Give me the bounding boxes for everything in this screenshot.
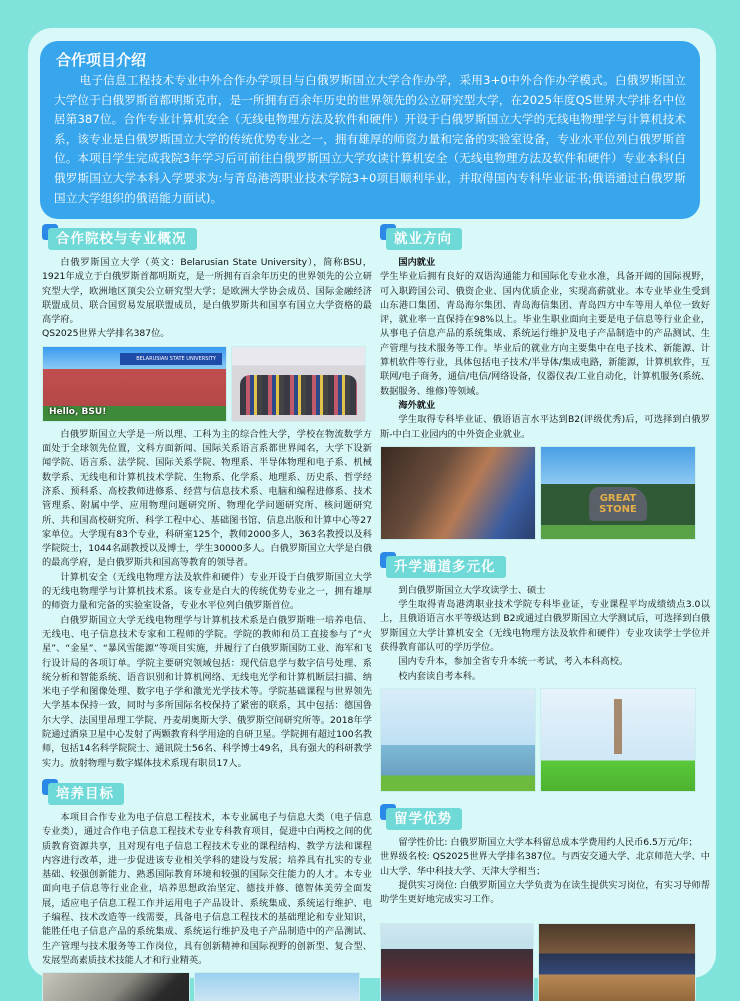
partner-text-2 xyxy=(42,428,372,771)
section-title-partner: 合作院校与专业概况 xyxy=(48,228,197,250)
partner-text xyxy=(42,256,372,342)
partner-paragraph-2: 白俄罗斯国立大学是一所以理、工科为主的综合性大学，学校在物流数学方面处于全球领先位置，文科方面新闻、国际关系语言系都世界闻名，大学下设新闻学院、语言系、法学院、国际关系学院、物理系、半导体物理和电子系、机械数学系、无线电和计算机技术学院、生物系、化学系、地理系、历史系、哲学经济系、预科系、高校教师进修系、经营与信息技术系、电脑和编程进修系、技术管理系、附属中学、应用物理问题研究所、物理化学问题研究所、核问题研究所、共和国高校研究所、科学工程中心、基础图书馆、信息出版和计算中心等27家单位。大学现有83个专业，科研室125个，教师2000多人，363名教授以及科学院院士，1044名副教授以及博士，学生30000多人。白俄罗斯国立大学是白俄的最高学府，是白俄罗斯共和国高等教育的领导者。 xyxy=(42,428,372,569)
goals-paragraph: 本项目合作专业为电子信息工程技术，本专业属电子与信息大类（电子信息专业类），通过合作电子信息工程技术专业专科教育项目，促进中白两校之间的优质教育资源共享，且对现有电子信息工程技术专业的课程结构、教学方法和课程内容进行改革，进一步促进该专业相关学科的建设与发展；培养具有扎实的专业基础、较强创新能力、熟悉国际教育环境和较强的国际交往能力的人才。本专业面向电子信息等行业企业，培养思想政治坚定、德技并修、德智体美劳全面发展，适应电子信息工程工作并运用电子产品设计、系统集成、系统运行维护、电子编程、技术改造等一线需要，具备电子信息工程技术的基础理论和专业知识，能胜任电子信息产品的系统集成、系统运行维护及电子产品制造中的产品测试、生产管理与技术服务等工作岗位，具有创新精神和国际视野的创新型、复合型、发展型高素质技术技能人才和行业精英。 xyxy=(42,811,372,966)
victory-monument-photo xyxy=(540,688,696,792)
students-visit-photo xyxy=(380,446,536,540)
computer-lab-photo xyxy=(42,972,190,1001)
advantages-line-1: 留学性价比: 白俄罗斯国立大学本科留总成本学费用约人民币6.5万元/年； xyxy=(398,836,698,848)
advantages-text xyxy=(380,836,710,907)
intro-body: 电子信息工程技术专业中外合作办学项目与白俄罗斯国立大学合作办学，采用3+0中外合作办学模式。白俄罗斯国立大学位于白俄罗斯首都明斯克市，是一所拥有百余年历史的世界领先的公立研究型大学，在2025年度QS世界大学排名中位居第387位。合作专业计算机安全（无线电物理方法及软件和硬件）开设于白俄罗斯国立大学的无线电物理学与计算机技术系，该专业是白俄罗斯国立大学的传统优势专业之一，拥有雄厚的师资力量和完备的实验室设备，专业水平位列白俄罗斯首位。本项目学生完成我院3年学习后可前往白俄罗斯国立大学攻读计算机安全（无线电物理方法及软件和硬件）专业本科(白俄罗斯国立大学本科入学要求为:与青岛港湾职业技术学院3+0项目顺利毕业，并取得国内专科毕业证书;俄语通过白俄罗斯国立大学组织的俄语能力面试)。 xyxy=(54,73,686,205)
graduates-group-photo xyxy=(231,346,366,422)
section-title-employment: 就业方向 xyxy=(386,228,462,250)
arena-building-photo xyxy=(194,972,360,1001)
section-title-goals: 培养目标 xyxy=(48,783,124,805)
employment-photos xyxy=(380,446,710,540)
advantages-line-2: 世界级名校: QS2025世界大学排名387位。与西安交通大学、北京师范大学、中山大学、华中科技大学、天津大学相当； xyxy=(380,851,710,877)
domestic-heading: 国内就业 xyxy=(398,257,436,268)
section-tag-goals xyxy=(48,783,124,805)
bsu-photo-caption: Hello, BSU! xyxy=(49,406,107,417)
students-group-photo xyxy=(380,923,534,1001)
further-study-line-4: 校内套读自考本科。 xyxy=(398,670,482,682)
advantages-line-3: 提供实习岗位: 白俄罗斯国立大学负责为在读生提供实习岗位，有实习导师帮助学生更好地完成实习工作。 xyxy=(380,879,710,906)
further-study-line-3: 国内专升本，参加全省专升本统一考试，考入本科高校。 xyxy=(398,656,629,668)
section-title-further-study: 升学通道多元化 xyxy=(386,556,506,578)
further-study-photos xyxy=(380,688,710,792)
employment-text xyxy=(380,256,710,442)
domestic-text: 学生毕业后拥有良好的双语沟通能力和国际化专业水准，具备开阔的国际视野，可入职跨国公司、俄资企业、国内优质企业，实现高薪就业。本专业毕业生受到山东港口集团、青岛海尔集团、青岛海信集团、青岛四方中车等用人单位一致好评，就业率一直保持在98%以上。毕业生职业面向主要是电子信息等行业企业，从事电子信息产品的系统集成、系统运行维护及电子产品制造中的产品测试、生产管理与技术服务等工作。毕业后的就业方向主要集中在电子技术、新能源、计算机软件等行业，具体包括电子技术/半导体/集成电路，新能源，计算机软件，互联网/电子商务，通信/电信/网络设备，仪器仪表/工业自动化，计算机服务(系统、数据服务、维修)等领域。 xyxy=(380,271,710,397)
section-tag-further-study xyxy=(386,556,506,578)
lecture-hall-photo xyxy=(538,923,696,1001)
partner-paragraph-1: 白俄罗斯国立大学（英文：Belarusian State University），简称BSU，1921年成立于白俄罗斯首都明斯克，是一所拥有百余年历史的世界领先的公立研究型大学，欧洲地区顶尖公立研究型大学；是欧洲大学协会成员、国际金融经济联盟成员、联合国贸易发展联盟成员，是白俄罗斯共和国享有国立大学资格的最高学府。 xyxy=(42,257,372,326)
partner-paragraph-4: 白俄罗斯国立大学无线电物理学与计算机技术系是白俄罗斯唯一培养电信、无线电、电子信息技术专家和工程师的学院。学院的教师和员工直接参与了“火星”、“金星”、“暴风雪能源”等项目实施，并履行了白俄罗斯国防工业、海军和飞行设计局的各项订单。学院主要研究领域包括：现代信息学与数字信号处理、系统分析和智能系统、语音识别和计算机网络、无线电光学和计算机断层扫描、纳米电子学和图像处理、数字电子学和激光光学技术等。学院基础课程与世界领先大学基本保持一致，同时与多所国际名校保持了紧密的联系，其中包括：德国鲁尔大学、法国里昂理工学院、丹麦胡奥斯大学、俄罗斯空间研究所等。2018年学院通过酒泉卫星中心发射了两颗教育科学用途的自研卫星。学院拥有超过100名教师，包括14名科学院院士、通讯院士56名、科学博士49名，具有强大的科研教学实力。放射物理与数字媒体技术系现有职员17人。 xyxy=(42,614,372,769)
partner-paragraph-3: 计算机安全（无线电物理方法及软件和硬件）专业开设于白俄罗斯国立大学的无线电物理学与计算机技术系。该专业是白大的传统优势专业之一，拥有雄厚的师资力量和完备的实验室设备，专业水平位列白俄罗斯首位。 xyxy=(42,571,372,612)
further-study-text xyxy=(380,584,710,684)
further-study-line-1: 到白俄罗斯国立大学攻读学士、硕士 xyxy=(398,584,546,596)
bsu-campus-photo xyxy=(42,346,227,422)
section-tag-advantages xyxy=(386,808,462,830)
further-study-line-2: 学生取得青岛港湾职业技术学院专科毕业证，专业课程平均成绩绩点3.0以上，且俄语语言水平等级达到 B2或通过白俄罗斯国立大学测试后，可选择到白俄罗斯国立大学计算机安全（无线电物理方法及软件和硬件）专业攻读学士学位并获得教育部认可的学历学位。 xyxy=(380,599,710,654)
intro-box xyxy=(40,41,700,219)
advantages-photos xyxy=(380,923,710,1001)
partner-photos xyxy=(42,346,372,422)
overseas-text: 学生取得专科毕业证、俄语语言水平达到B2(评级优秀)后，可选择到白俄罗斯-中白工业园内的中外资企业就业。 xyxy=(380,414,710,440)
intro-title: 合作项目介绍 xyxy=(56,51,147,69)
section-tag-employment xyxy=(386,228,462,250)
partner-rank: QS2025世界大学排名387位。 xyxy=(42,328,170,340)
overseas-heading: 海外就业 xyxy=(398,399,436,411)
great-stone-park-photo xyxy=(540,446,696,540)
section-tag-partner xyxy=(48,228,197,250)
left-column xyxy=(42,228,372,1001)
section-title-advantages: 留学优势 xyxy=(386,808,462,830)
right-column xyxy=(380,228,710,1001)
bsu-logo-badge: BELARUSIAN STATE UNIVERSITY xyxy=(120,353,222,365)
goals-photos xyxy=(42,972,372,1001)
goals-text xyxy=(42,811,372,968)
national-library-photo xyxy=(380,688,536,792)
